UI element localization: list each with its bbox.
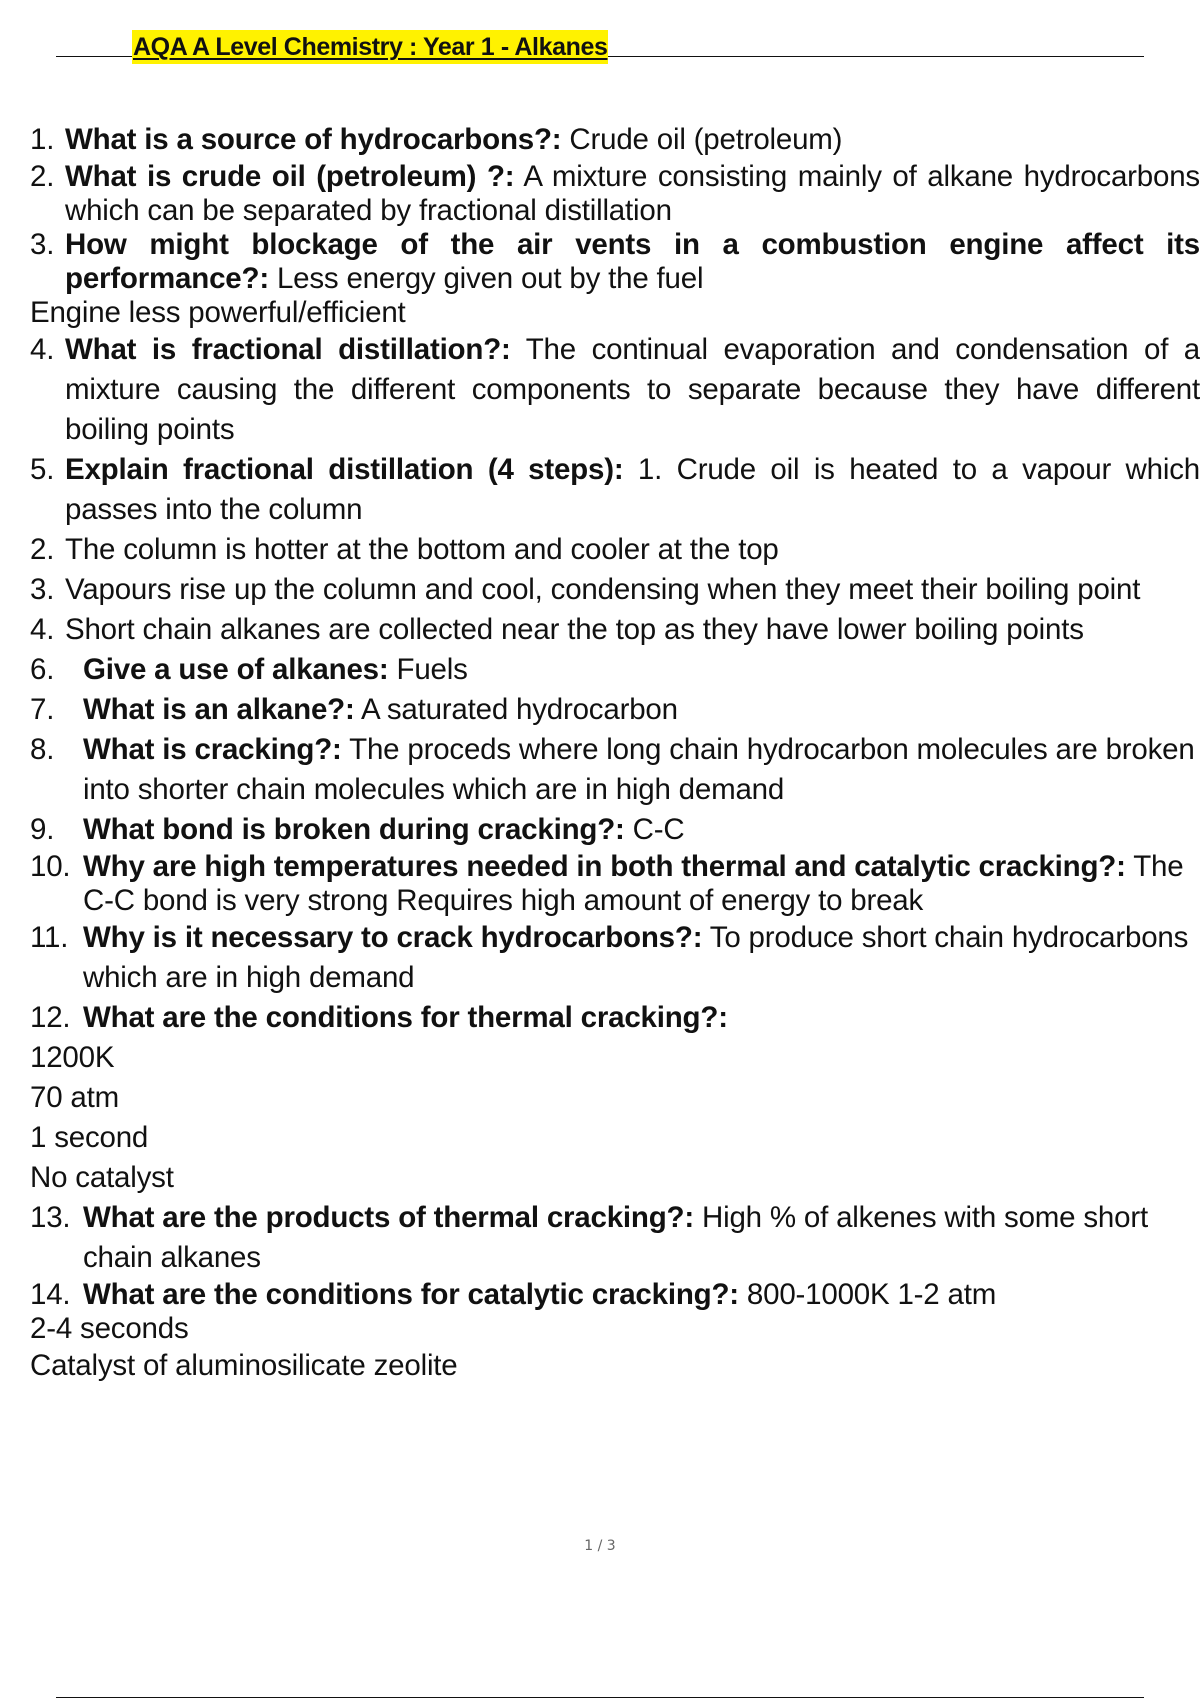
item-answer: Less energy given out by the fuel <box>268 262 704 295</box>
item-number: 9. <box>30 813 55 846</box>
item-answer: To produce short chain hydrocarbons which are in high demand <box>83 921 1189 994</box>
list-item <box>30 330 1200 450</box>
list-item <box>30 1198 1200 1278</box>
item-answer: Vapours rise up the column and cool, condensing when they meet their boiling point <box>65 573 1141 606</box>
item-number: 6. <box>30 653 55 686</box>
list-item <box>30 1278 1200 1312</box>
item-question: How might blockage of the air vents in a combustion engine affect its performance?: <box>65 228 1200 295</box>
item-answer: A saturated hydrocarbon <box>354 693 678 726</box>
item-question: What is cracking?: <box>83 733 342 766</box>
item-question: What bond is broken during cracking?: <box>83 813 625 846</box>
list-item <box>30 998 1200 1038</box>
thermal-condition: No catalyst <box>30 1161 174 1194</box>
list-item <box>30 690 1200 730</box>
thermal-condition: 70 atm <box>30 1081 119 1114</box>
item-question: What is fractional distillation?: <box>65 333 511 366</box>
item-question: What is crude oil (petroleum) ?: <box>65 160 515 193</box>
item-question: Why are high temperatures needed in both thermal and catalytic cracking?: <box>83 850 1126 883</box>
list-item <box>30 570 1200 610</box>
item-number: 12. <box>30 1001 71 1034</box>
item-number: 11. <box>30 921 69 954</box>
list-item <box>30 450 1200 530</box>
thermal-condition: 1 second <box>30 1121 149 1154</box>
item-question: What are the conditions for thermal cracking?: <box>83 1001 728 1034</box>
item-answer: C-C <box>624 813 685 846</box>
list-item <box>30 730 1200 810</box>
list-item <box>30 850 1200 918</box>
list-item <box>30 918 1200 998</box>
item-answer: The column is hotter at the bottom and cooler at the top <box>65 533 779 566</box>
item-question: What is a source of hydrocarbons?: <box>65 123 562 156</box>
item-number: 3. <box>30 228 55 261</box>
list-item <box>30 160 1200 228</box>
item-number: 2. <box>30 160 55 193</box>
document-content <box>30 120 1200 1386</box>
item-question: What are the products of thermal cracking?: <box>83 1201 695 1234</box>
item-answer: The C-C bond is very strong Requires high amount of energy to break <box>83 850 1184 917</box>
list-item <box>30 228 1200 296</box>
thermal-condition: 1200K <box>30 1041 115 1074</box>
item-question: What are the conditions for catalytic cracking?: <box>83 1278 739 1311</box>
item-number: 13. <box>30 1201 71 1234</box>
item-answer: The continual evaporation and condensation of a mixture causing the different components to separate because they have different boiling points <box>65 333 1200 446</box>
item-answer: High % of alkenes with some short chain alkanes <box>83 1201 1148 1274</box>
item-number: 4. <box>30 333 55 366</box>
list-item <box>30 810 1200 850</box>
document-title: AQA A Level Chemistry : Year 1 - Alkanes <box>132 30 608 64</box>
page-indicator: 1 / 3 <box>584 1538 616 1554</box>
item-number: 3. <box>30 573 55 606</box>
item-number: 8. <box>30 733 55 766</box>
bottom-rule <box>56 1697 1144 1698</box>
item-number: 4. <box>30 613 55 646</box>
list-item <box>30 610 1200 650</box>
item-number: 7. <box>30 693 55 726</box>
title-row <box>56 30 1144 74</box>
item-answer: 1. Crude oil is heated to a vapour which passes into the column <box>65 453 1200 526</box>
item-number: 10. <box>30 850 71 883</box>
item-extra-line: Engine less powerful/efficient <box>30 296 406 329</box>
item-question: What is an alkane?: <box>83 693 355 726</box>
catalytic-condition: Catalyst of aluminosilicate zeolite <box>30 1349 458 1382</box>
item-answer: 800-1000K 1-2 atm <box>738 1278 997 1311</box>
item-answer: A mixture consisting mainly of alkane hydrocarbons which can be separated by fractional distillation <box>65 160 1200 227</box>
item-answer: Fuels <box>388 653 468 686</box>
item-answer: The proceds where long chain hydrocarbon molecules are broken into shorter chain molecules which are in high demand <box>83 733 1195 806</box>
catalytic-condition: 2-4 seconds <box>30 1312 189 1345</box>
item-number: 1. <box>30 123 55 156</box>
list-item <box>30 120 1200 160</box>
item-question: Why is it necessary to crack hydrocarbons?: <box>83 921 703 954</box>
item-answer: Short chain alkanes are collected near the top as they have lower boiling points <box>65 613 1084 646</box>
item-question: Explain fractional distillation (4 steps): <box>65 453 624 486</box>
item-answer: Crude oil (petroleum) <box>561 123 843 156</box>
item-number: 14. <box>30 1278 71 1311</box>
list-item <box>30 650 1200 690</box>
item-question: Give a use of alkanes: <box>83 653 389 686</box>
list-item <box>30 530 1200 570</box>
item-number: 2. <box>30 533 55 566</box>
item-number: 5. <box>30 453 55 486</box>
